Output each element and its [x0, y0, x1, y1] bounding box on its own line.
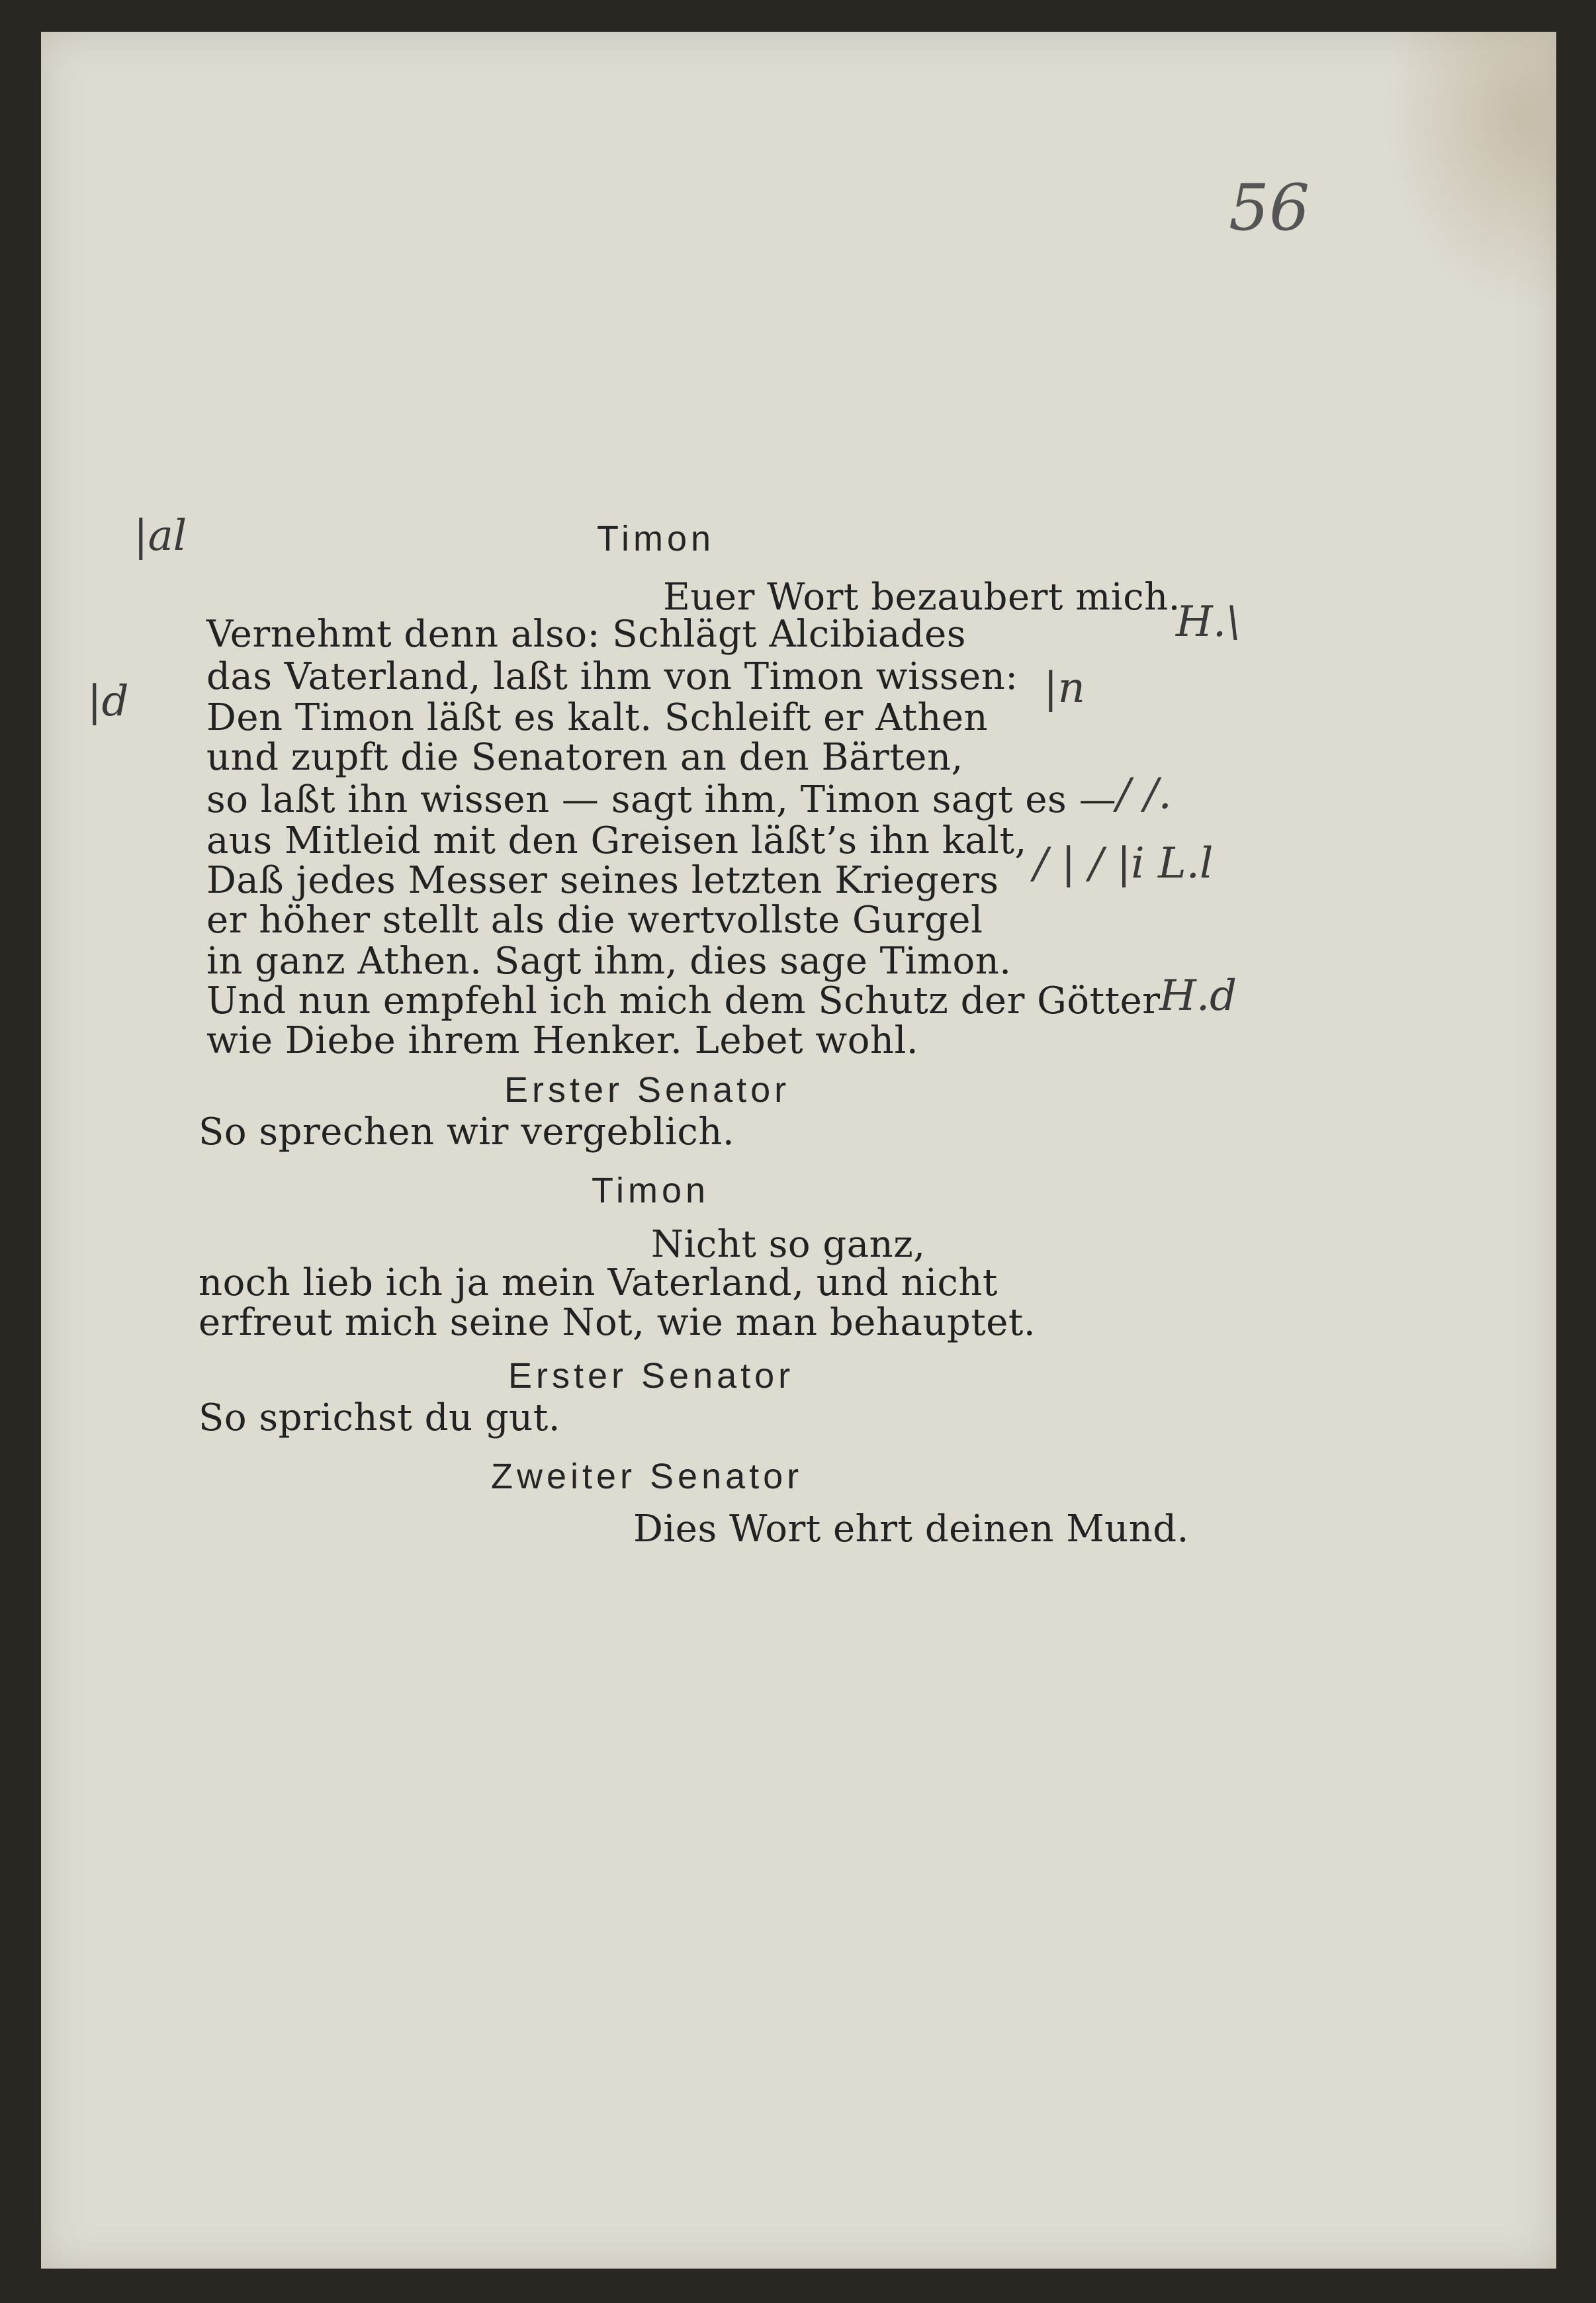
- verse-line: er höher stellt als die wertvollste Gurgel: [206, 899, 983, 942]
- margin-note-left-mid: |d: [87, 677, 129, 726]
- verse-line: wie Diebe ihrem Henker. Lebet wohl.: [206, 1019, 919, 1062]
- verse-line: Und nun empfehl ich mich dem Schutz der Götter: [206, 979, 1161, 1022]
- margin-note-right-5: H.d: [1159, 971, 1237, 1020]
- margin-note-right-1: H.\: [1176, 598, 1241, 647]
- margin-note-right-3: / /.: [1116, 770, 1172, 819]
- verse-line: Den Timon läßt es kalt. Schleift er Athen: [206, 696, 989, 739]
- verse-line: und zupft die Senatoren an den Bärten,: [206, 736, 963, 779]
- verse-line: noch lieb ich ja mein Vaterland, und nicht: [199, 1261, 998, 1304]
- speaker-heading: Erster Senator: [504, 1070, 791, 1110]
- margin-note-right-4: / | / |i L.l: [1034, 839, 1214, 888]
- verse-line: so laßt ihn wissen — sagt ihm, Timon sagt es —: [206, 778, 1117, 821]
- verse-line: So sprichst du gut.: [199, 1396, 561, 1439]
- verse-line: Daß jedes Messer seines letzten Kriegers: [206, 859, 999, 902]
- margin-note-right-2: |n: [1043, 664, 1085, 713]
- verse-line: in ganz Athen. Sagt ihm, dies sage Timon.: [206, 940, 1012, 983]
- page-number: 56: [1229, 171, 1310, 245]
- verse-line: Nicht so ganz,: [651, 1223, 926, 1266]
- verse-line: Euer Wort bezaubert mich.: [663, 576, 1180, 619]
- paper-stain: [1384, 32, 1556, 310]
- verse-line: aus Mitleid mit den Greisen läßt’s ihn kalt,: [206, 819, 1027, 862]
- document-page: [41, 32, 1556, 2269]
- speaker-heading: Erster Senator: [508, 1356, 795, 1396]
- speaker-heading: Zweiter Senator: [491, 1457, 803, 1496]
- verse-line: erfreut mich seine Not, wie man behauptet.: [199, 1301, 1036, 1344]
- verse-line: Dies Wort ehrt deinen Mund.: [633, 1508, 1189, 1551]
- verse-line: das Vaterland, laßt ihm von Timon wissen:: [206, 655, 1018, 698]
- verse-line: Vernehmt denn also: Schlägt Alcibiades: [206, 613, 966, 656]
- verse-line: So sprechen wir vergeblich.: [199, 1110, 735, 1153]
- margin-note-left-top: |al: [134, 512, 187, 561]
- speaker-heading: Timon: [592, 1171, 710, 1210]
- speaker-heading: Timon: [597, 519, 715, 559]
